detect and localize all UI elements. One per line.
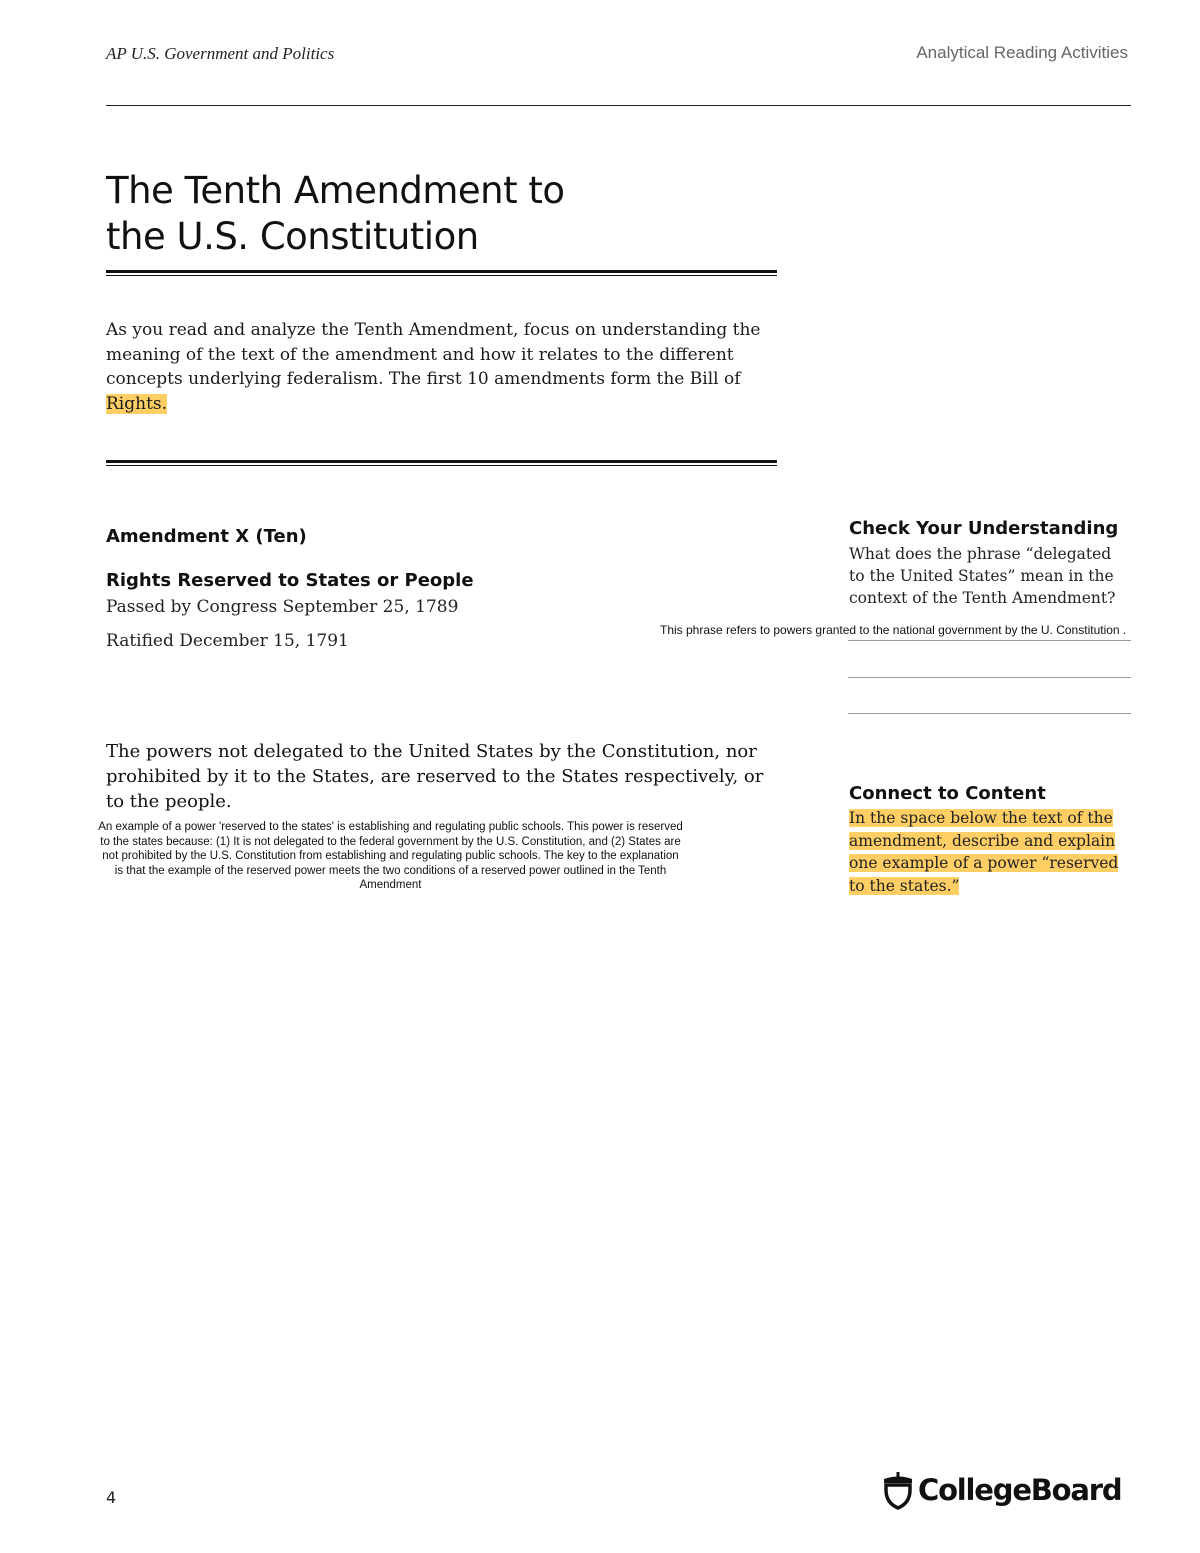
header-divider <box>106 105 1131 106</box>
acorn-icon <box>880 1470 916 1510</box>
page-title-line1: The Tenth Amendment to <box>106 169 565 212</box>
reserved-power-answer: An example of a power 'reserved to the states' is establishing and regulating public schools. This power is reserved to the states because: (1) It is not delegated to the federal government by the U.S. Constitution, and (2) States are not prohibited by the U.S. Constitution from establishing and regulating public schools. The key to the explanation is that the example of the reserved power meets the two conditions of a reserved power outlined in the Tenth Amendment <box>98 821 683 891</box>
check-understanding-title: Check Your Understanding <box>849 518 1119 539</box>
connect-content-title: Connect to Content <box>849 783 1046 804</box>
intro-paragraph <box>106 318 786 416</box>
logo-text: CollegeBoard <box>918 1473 1122 1507</box>
intro-highlight: Rights. <box>106 393 168 414</box>
check-understanding-answer: This phrase refers to powers granted to the national government by the U. Constitution . <box>660 623 1127 637</box>
page-title-line2: the U.S. Constitution <box>106 215 479 258</box>
ratified-date: Ratified December 15, 1791 <box>106 631 349 651</box>
passed-date: Passed by Congress September 25, 1789 <box>106 597 459 617</box>
connect-content-prompt-text: In the space below the text of the amendment, describe and explain one example of a power “reserved to the states.” <box>849 809 1119 895</box>
answer-line <box>848 677 1131 678</box>
amendment-text: The powers not delegated to the United States by the Constitution, nor prohibited by it to the States, are reserved to the States respectively, or to the people. <box>106 741 764 812</box>
amendment-label: Amendment X (Ten) <box>106 526 307 547</box>
answer-line <box>848 640 1131 641</box>
intro-divider <box>106 460 777 467</box>
check-understanding-question: What does the phrase “delegated to the United States” mean in the context of the Tenth Amendment? <box>849 545 1116 607</box>
title-divider <box>106 270 777 277</box>
page-number: 4 <box>106 1488 117 1507</box>
header-course-title: AP U.S. Government and Politics <box>106 44 335 63</box>
page-title <box>106 168 786 260</box>
connect-content-prompt <box>849 807 1129 897</box>
intro-text: As you read and analyze the Tenth Amendment, focus on understanding the meaning of the text of the amendment and how it relates to the different concepts underlying federalism. The first 10 amendments form the Bill of <box>106 320 761 389</box>
answer-line <box>848 713 1131 714</box>
amendment-subtitle: Rights Reserved to States or People <box>106 570 474 591</box>
header-section-title: Analytical Reading Activities <box>916 43 1128 62</box>
college-board-logo <box>880 1470 1121 1510</box>
